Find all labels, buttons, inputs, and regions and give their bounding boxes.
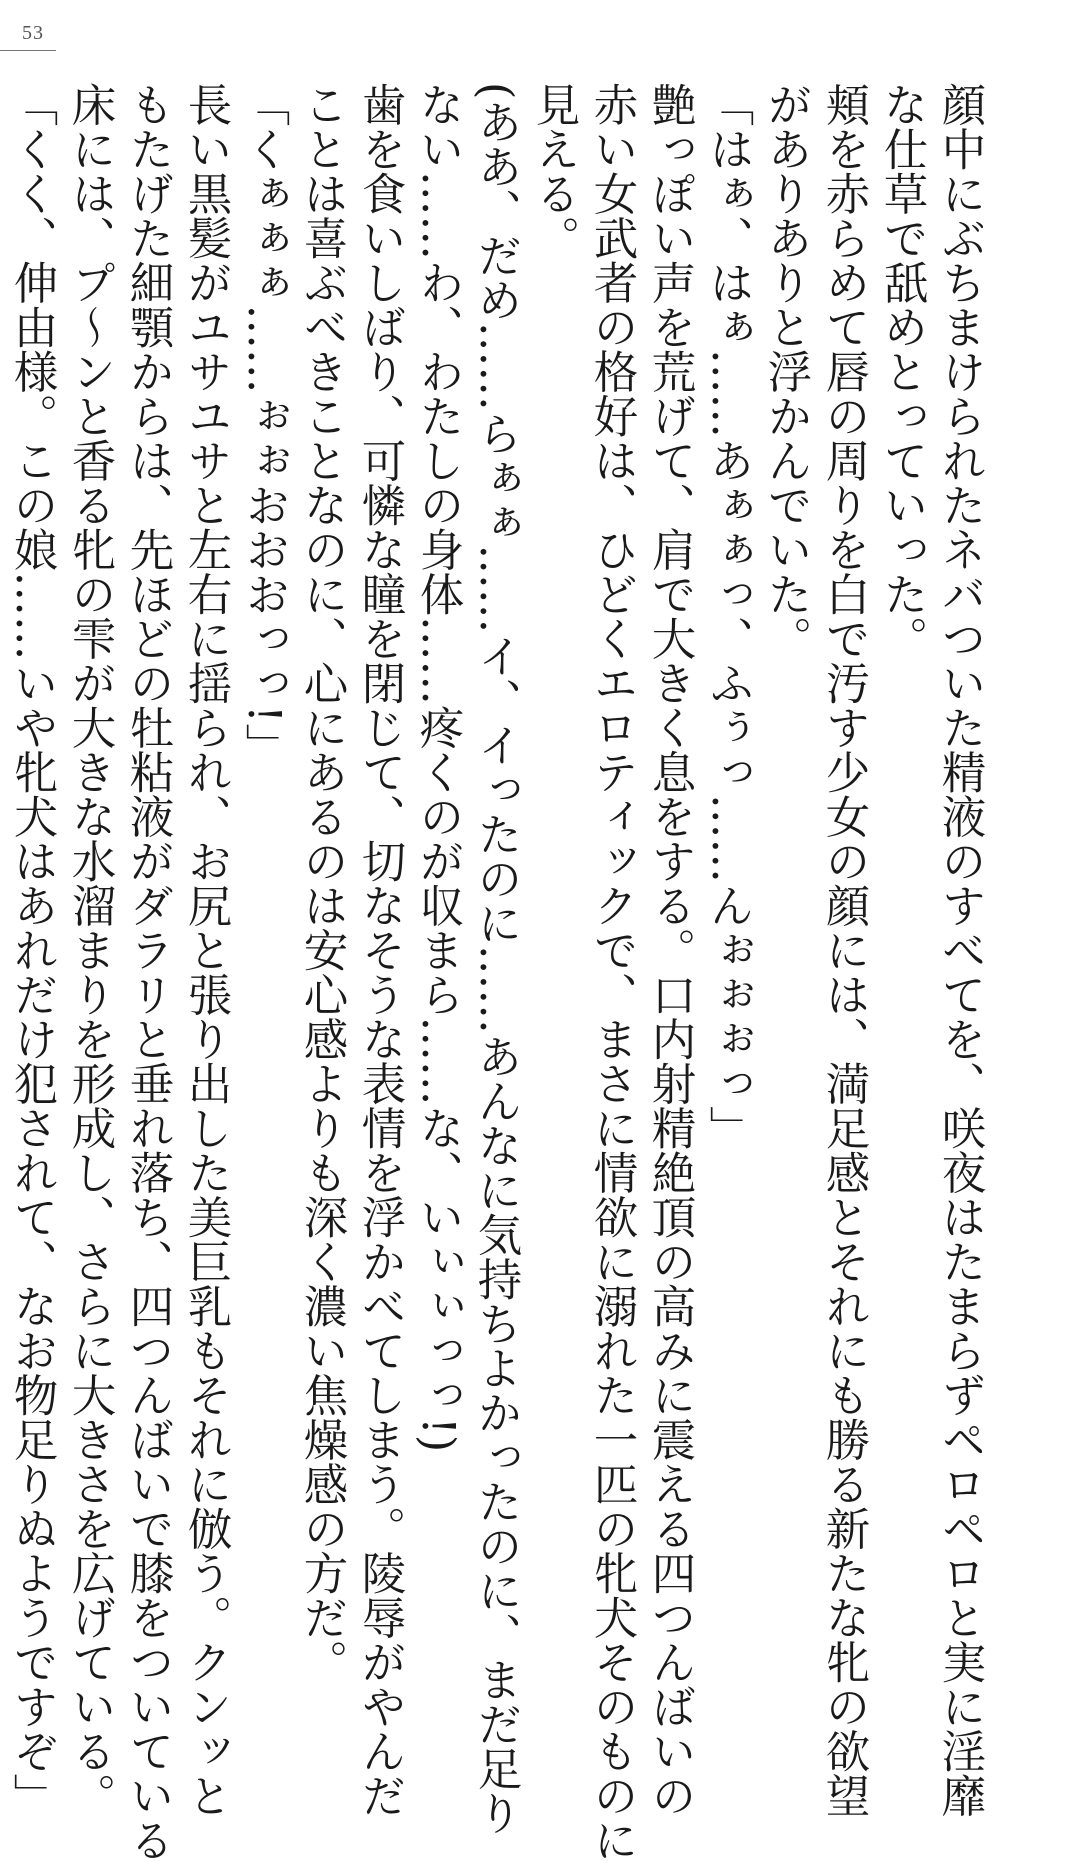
vertical-text-body <box>2 82 988 1862</box>
text-line: 顔中にぶちまけられたネバついた精液のすべてを、咲夜はたまらずペロペロと実に淫靡 <box>934 82 985 1818</box>
text-line: 「はぁ、はぁ……あぁぁっ、ふぅっ……んぉぉぉっ」 <box>702 82 753 1150</box>
text-line: 歯を食いしばり、可憐な瞳を閉じて、切なそうな表情を浮かべてしまう。陵辱がやんだ <box>354 82 405 1818</box>
text-line: 頬を赤らめて唇の周りを白で汚す少女の顔には、満足感とそれにも勝る新たな牝の欲望 <box>818 82 869 1818</box>
text-line: 見える。 <box>528 82 579 260</box>
text-line: 長い黒髪がユサユサと左右に揺られ、お尻と張り出した美巨乳もそれに倣う。クンッと <box>180 82 231 1818</box>
page-number: 53 <box>22 22 44 44</box>
text-line: 「くぁぁぁ……ぉぉおおおっっ!」 <box>238 82 289 768</box>
text-line: な仕草で舐めとっていった。 <box>876 82 927 661</box>
text-line: (ああ、だめ……らぁぁ……イ、イったのに……あんなに気持ちよかったのに、まだ足り <box>470 82 521 1835</box>
text-line: 床には、プ～ンと香る牝の雫が大きな水溜まりを形成し、さらに大きさを広げている。 <box>64 82 115 1818</box>
text-line: 「くく、伸由様。この娘……いや牝犬はあれだけ犯されて、なお物足りぬようですぞ」 <box>6 82 57 1818</box>
text-line: 艶っぽい声を荒げて、肩で大きく息をする。口内射精絶頂の高みに震える四つんばいの <box>644 82 695 1818</box>
text-line: ない……わ、わたしの身体……疼くのが収まら……な、いぃぃっっ!) <box>412 82 463 1453</box>
text-line: ことは喜ぶべきことなのに、心にあるのは安心感よりも深く濃い焦燥感の方だ。 <box>296 82 347 1684</box>
text-line: 赤い女武者の格好は、ひどくエロティックで、まさに情欲に溺れた一匹の牝犬そのものに <box>586 82 637 1862</box>
page-number-rule <box>0 50 56 51</box>
text-line: がありありと浮かんでいた。 <box>760 82 811 661</box>
text-line: もたげた細顎からは、先ほどの牡粘液がダラリと垂れ落ち、四つんばいで膝をついている <box>122 82 173 1862</box>
